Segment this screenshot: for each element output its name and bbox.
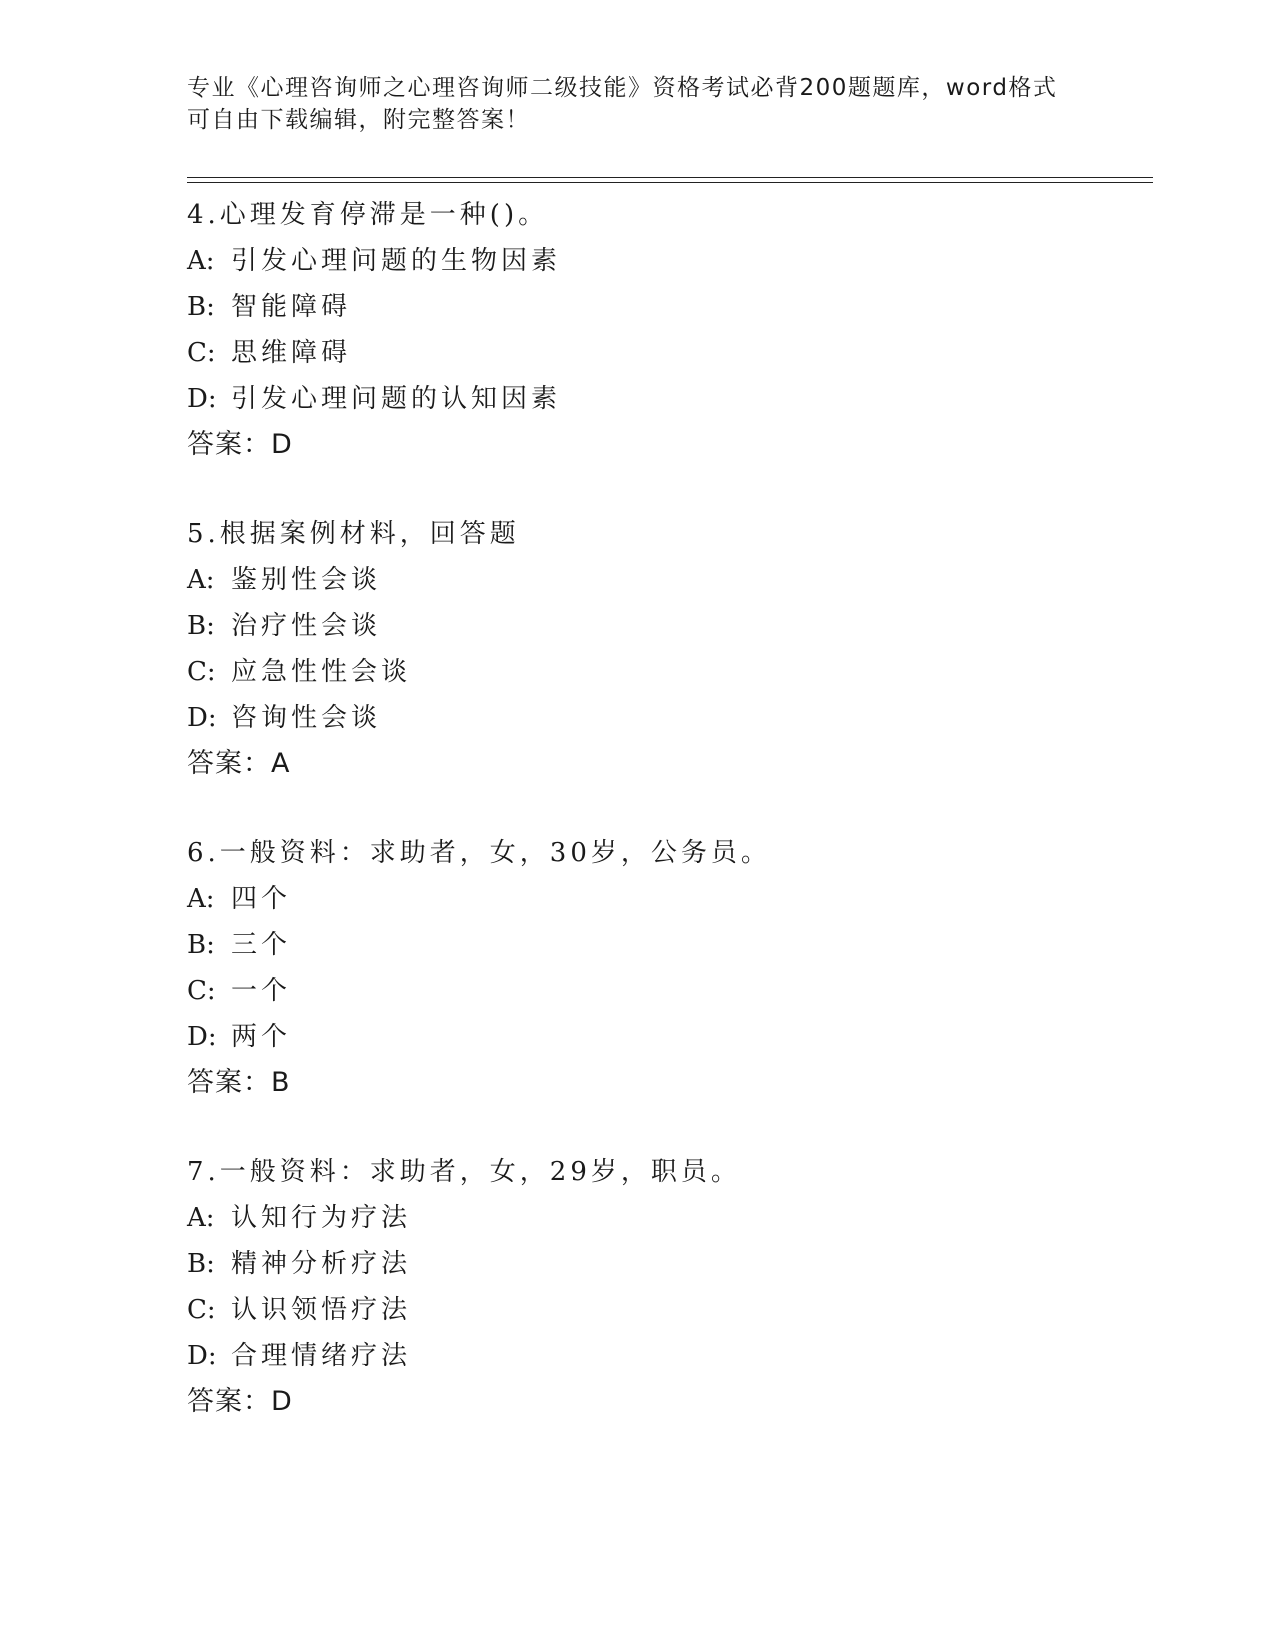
question-stem: 4.心理发育停滞是一种()。: [187, 200, 549, 230]
option-a: [187, 557, 1147, 603]
header-line-2: 可自由下载编辑，附完整答案！: [187, 107, 530, 133]
answer-line: 答案：A: [187, 748, 291, 779]
option-text: 应急性性会谈: [231, 657, 412, 687]
option-letter: B:: [187, 611, 215, 641]
option-a: [187, 876, 1147, 922]
option-letter: B:: [187, 930, 215, 960]
option-d: [187, 376, 1147, 422]
option-c: [187, 1287, 1147, 1333]
option-a: [187, 238, 1147, 284]
option-text: 两个: [231, 1022, 292, 1052]
option-text: 治疗性会谈: [231, 611, 382, 641]
option-text: 三个: [231, 930, 292, 960]
option-letter: A:: [187, 1203, 215, 1233]
option-c: [187, 330, 1147, 376]
option-letter: C:: [187, 338, 216, 368]
option-text: 一个: [231, 976, 292, 1006]
answer-line: 答案：D: [187, 429, 293, 460]
option-letter: C:: [187, 976, 216, 1006]
option-text: 认知行为疗法: [231, 1203, 412, 1233]
option-text: 合理情绪疗法: [231, 1341, 412, 1371]
option-d: [187, 695, 1147, 741]
question-block: [187, 1149, 1147, 1425]
option-c: [187, 649, 1147, 695]
option-text: 智能障碍: [231, 292, 352, 322]
question-block: [187, 192, 1147, 468]
question-block: [187, 511, 1147, 787]
option-letter: D:: [187, 1022, 217, 1052]
option-b: [187, 1241, 1147, 1287]
option-letter: B:: [187, 292, 215, 322]
option-b: [187, 922, 1147, 968]
option-letter: A:: [187, 565, 215, 595]
option-d: [187, 1333, 1147, 1379]
option-text: 精神分析疗法: [231, 1249, 412, 1279]
option-a: [187, 1195, 1147, 1241]
answer-line: 答案：D: [187, 1386, 293, 1417]
option-letter: D:: [187, 1341, 217, 1371]
question-stem: 7.一般资料：求助者，女，29岁，职员。: [187, 1157, 741, 1187]
option-c: [187, 968, 1147, 1014]
question-stem: 6.一般资料：求助者，女，30岁，公务员。: [187, 838, 771, 868]
option-d: [187, 1014, 1147, 1060]
question-block: [187, 830, 1147, 1106]
option-letter: A:: [187, 246, 215, 276]
option-letter: C:: [187, 1295, 216, 1325]
option-letter: C:: [187, 657, 216, 687]
option-letter: D:: [187, 703, 217, 733]
document-header: [187, 72, 1087, 136]
option-b: [187, 284, 1147, 330]
header-divider-top: [187, 177, 1153, 178]
option-text: 思维障碍: [231, 338, 352, 368]
option-letter: B:: [187, 1249, 215, 1279]
option-letter: A:: [187, 884, 215, 914]
option-text: 四个: [231, 884, 292, 914]
option-text: 鉴别性会谈: [231, 565, 382, 595]
option-text: 咨询性会谈: [231, 703, 382, 733]
header-divider-bottom: [187, 182, 1153, 183]
answer-line: 答案：B: [187, 1067, 291, 1098]
option-text: 认识领悟疗法: [231, 1295, 412, 1325]
option-letter: D:: [187, 384, 217, 414]
option-b: [187, 603, 1147, 649]
header-line-1: 专业《心理咨询师之心理咨询师二级技能》资格考试必背200题题库，word格式: [187, 75, 1058, 101]
question-stem: 5.根据案例材料，回答题: [187, 519, 520, 549]
option-text: 引发心理问题的生物因素: [231, 246, 562, 276]
option-text: 引发心理问题的认知因素: [231, 384, 562, 414]
